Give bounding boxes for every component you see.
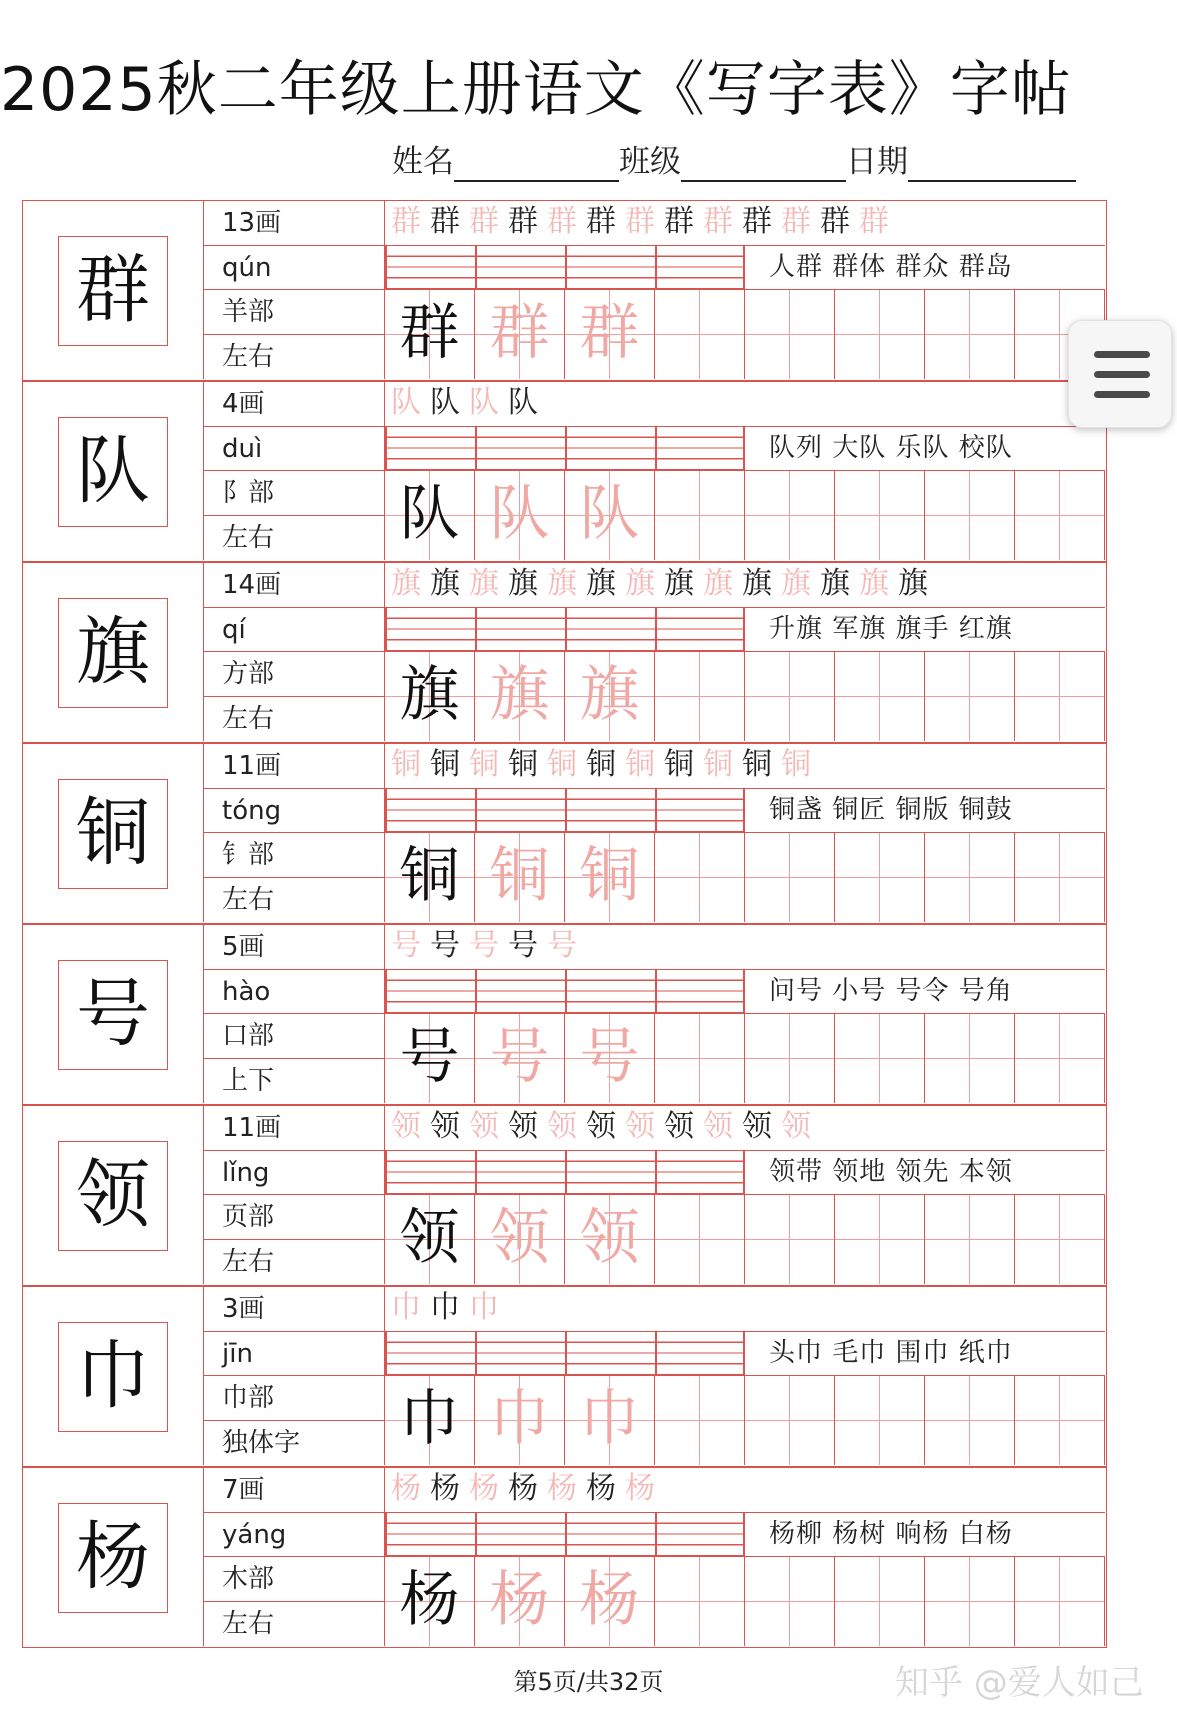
structure: 上下 xyxy=(222,1065,275,1096)
structure: 左右 xyxy=(222,1246,275,1277)
empty-practice-cell xyxy=(745,290,835,379)
radical: 口部 xyxy=(204,1014,384,1059)
empty-practice-cell xyxy=(655,1195,745,1284)
pinyin-writing-line xyxy=(385,1332,1105,1377)
stroke-step: 群 xyxy=(781,204,811,239)
name-label: 姓名 xyxy=(392,144,454,180)
stroke-count: 3画 xyxy=(204,1287,384,1332)
empty-practice-cell xyxy=(925,652,1015,741)
watermark: 知乎 @爱人如己 xyxy=(895,1663,1144,1703)
empty-practice-cell xyxy=(925,471,1015,560)
char-meta xyxy=(204,1106,385,1284)
stroke-step: 铜 xyxy=(547,747,577,782)
pinyin-writing-line xyxy=(385,427,1105,472)
pinyin-ruled-lines xyxy=(385,608,745,651)
stroke-step: 领 xyxy=(742,1109,772,1144)
trace-char-cell: 队 xyxy=(475,471,565,560)
empty-practice-cell xyxy=(835,471,925,560)
stroke-step: 群 xyxy=(703,204,733,239)
stroke-step: 群 xyxy=(469,204,499,239)
tian-grid xyxy=(385,1557,1105,1646)
pinyin-ruled-lines xyxy=(385,970,745,1013)
tian-grid xyxy=(385,1014,1105,1103)
tian-grid xyxy=(385,1195,1105,1284)
stroke-step: 号 xyxy=(547,928,577,963)
stroke-count: 7画 xyxy=(204,1468,384,1513)
empty-practice-cell xyxy=(835,1195,925,1284)
tian-grid xyxy=(385,833,1105,922)
stroke-step: 号 xyxy=(391,928,421,963)
stroke-step: 群 xyxy=(664,204,694,239)
stroke-order xyxy=(385,382,1105,427)
empty-practice-cell xyxy=(745,471,835,560)
example-words: 领带 领地 领先 本领 xyxy=(769,1156,1013,1187)
student-info-line xyxy=(392,142,1076,182)
pinyin-writing-line xyxy=(385,789,1105,834)
model-char-cell: 号 xyxy=(385,1014,475,1103)
stroke-step: 领 xyxy=(781,1109,811,1144)
big-char-cell xyxy=(23,744,204,922)
empty-practice-cell xyxy=(655,290,745,379)
practice-row xyxy=(22,381,1107,562)
model-char-cell: 群 xyxy=(385,290,475,379)
radical: 羊部 xyxy=(204,290,384,335)
pinyin-writing-line xyxy=(385,970,1105,1015)
stroke-step: 领 xyxy=(430,1109,460,1144)
stroke-step: 群 xyxy=(508,204,538,239)
stroke-step: 杨 xyxy=(430,1471,460,1506)
empty-practice-cell xyxy=(1015,1014,1105,1103)
stroke-step: 旗 xyxy=(430,566,460,601)
stroke-count: 5画 xyxy=(204,925,384,970)
pinyin: hào xyxy=(204,970,384,1015)
empty-practice-cell xyxy=(925,1557,1015,1646)
big-char: 群 xyxy=(58,236,168,346)
stroke-step: 巾 xyxy=(391,1290,421,1325)
big-char: 领 xyxy=(58,1141,168,1251)
stroke-step: 队 xyxy=(430,385,460,420)
empty-practice-cell xyxy=(925,1014,1015,1103)
structure: 左右 xyxy=(222,703,275,734)
tian-grid xyxy=(385,652,1105,741)
stroke-step: 队 xyxy=(391,385,421,420)
empty-practice-cell xyxy=(745,1557,835,1646)
stroke-step: 铜 xyxy=(586,747,616,782)
stroke-step: 旗 xyxy=(508,566,538,601)
empty-practice-cell xyxy=(655,1376,745,1465)
empty-practice-cell xyxy=(835,652,925,741)
trace-char-cell: 号 xyxy=(475,1014,565,1103)
pinyin: tóng xyxy=(204,789,384,834)
stroke-step: 领 xyxy=(547,1109,577,1144)
pinyin: lǐng xyxy=(204,1151,384,1196)
trace-char-cell: 杨 xyxy=(475,1557,565,1646)
big-char-cell xyxy=(23,1287,204,1465)
example-words: 问号 小号 号令 号角 xyxy=(769,975,1013,1006)
empty-practice-cell xyxy=(745,1014,835,1103)
pinyin-ruled-lines xyxy=(385,1513,745,1556)
pinyin: jīn xyxy=(204,1332,384,1377)
pinyin-ruled-lines xyxy=(385,789,745,832)
empty-practice-cell xyxy=(925,1376,1015,1465)
empty-practice-cell xyxy=(835,1376,925,1465)
trace-char-cell: 巾 xyxy=(475,1376,565,1465)
trace-char-cell: 群 xyxy=(475,290,565,379)
stroke-step: 铜 xyxy=(703,747,733,782)
radical: 阝部 xyxy=(204,471,384,516)
empty-practice-cell xyxy=(835,833,925,922)
empty-practice-cell xyxy=(1015,1376,1105,1465)
pinyin-writing-line xyxy=(385,1513,1105,1558)
stroke-step: 旗 xyxy=(391,566,421,601)
stroke-step: 杨 xyxy=(547,1471,577,1506)
model-char-cell: 巾 xyxy=(385,1376,475,1465)
stroke-order xyxy=(385,1468,1105,1513)
trace-char-cell: 群 xyxy=(565,290,655,379)
stroke-step: 群 xyxy=(820,204,850,239)
stroke-step: 旗 xyxy=(469,566,499,601)
big-char: 队 xyxy=(58,417,168,527)
empty-practice-cell xyxy=(655,833,745,922)
structure: 独体字 xyxy=(222,1427,301,1458)
trace-char-cell: 旗 xyxy=(565,652,655,741)
radical: 方部 xyxy=(204,652,384,697)
trace-char-cell: 队 xyxy=(565,471,655,560)
stroke-step: 领 xyxy=(586,1109,616,1144)
practice-row xyxy=(22,1105,1107,1286)
char-meta xyxy=(204,201,385,379)
stroke-step: 杨 xyxy=(586,1471,616,1506)
example-words: 铜盏 铜匠 铜版 铜鼓 xyxy=(769,794,1013,825)
stroke-step: 铜 xyxy=(664,747,694,782)
stroke-count: 11画 xyxy=(204,1106,384,1151)
pinyin: qún xyxy=(204,246,384,291)
tian-grid xyxy=(385,1376,1105,1465)
stroke-order xyxy=(385,1106,1105,1151)
stroke-step: 铜 xyxy=(625,747,655,782)
example-words: 队列 大队 乐队 校队 xyxy=(769,432,1013,463)
practice-row xyxy=(22,562,1107,743)
empty-practice-cell xyxy=(1015,471,1105,560)
trace-char-cell: 旗 xyxy=(475,652,565,741)
radical: 木部 xyxy=(204,1557,384,1602)
stroke-step: 旗 xyxy=(664,566,694,601)
pinyin: duì xyxy=(204,427,384,472)
radical: 页部 xyxy=(204,1195,384,1240)
stroke-order xyxy=(385,201,1105,246)
stroke-step: 杨 xyxy=(508,1471,538,1506)
pinyin: yáng xyxy=(204,1513,384,1558)
big-char-cell xyxy=(23,563,204,741)
stroke-step: 铜 xyxy=(469,747,499,782)
example-words: 头巾 毛巾 围巾 纸巾 xyxy=(769,1337,1013,1368)
big-char: 旗 xyxy=(58,598,168,708)
big-char: 杨 xyxy=(58,1503,168,1613)
big-char-cell xyxy=(23,1468,204,1646)
example-words: 杨柳 杨树 响杨 白杨 xyxy=(769,1518,1013,1549)
pinyin-ruled-lines xyxy=(385,1151,745,1194)
model-char-cell: 领 xyxy=(385,1195,475,1284)
structure: 左右 xyxy=(222,884,275,915)
date-label: 日期 xyxy=(846,144,908,180)
stroke-step: 群 xyxy=(742,204,772,239)
page-title: 2025秋二年级上册语文《写字表》字帖 xyxy=(0,55,1072,125)
practice-row xyxy=(22,200,1107,381)
stroke-step: 旗 xyxy=(703,566,733,601)
structure: 左右 xyxy=(222,1608,275,1639)
pinyin-writing-line xyxy=(385,1151,1105,1196)
empty-practice-cell xyxy=(655,1014,745,1103)
class-blank xyxy=(681,150,846,182)
char-meta xyxy=(204,563,385,741)
practice-row xyxy=(22,1467,1107,1648)
stroke-step: 旗 xyxy=(859,566,889,601)
radical: 钅部 xyxy=(204,833,384,878)
stroke-step: 旗 xyxy=(898,566,928,601)
stroke-step: 领 xyxy=(664,1109,694,1144)
pinyin: qí xyxy=(204,608,384,653)
trace-char-cell: 铜 xyxy=(475,833,565,922)
model-char-cell: 杨 xyxy=(385,1557,475,1646)
model-char-cell: 铜 xyxy=(385,833,475,922)
stroke-step: 铜 xyxy=(508,747,538,782)
big-char-cell xyxy=(23,201,204,379)
empty-practice-cell xyxy=(745,652,835,741)
empty-practice-cell xyxy=(835,290,925,379)
char-meta xyxy=(204,1468,385,1646)
empty-practice-cell xyxy=(745,1195,835,1284)
stroke-order xyxy=(385,1287,1105,1332)
stroke-step: 群 xyxy=(859,204,889,239)
stroke-step: 领 xyxy=(625,1109,655,1144)
stroke-step: 旗 xyxy=(820,566,850,601)
trace-char-cell: 杨 xyxy=(565,1557,655,1646)
empty-practice-cell xyxy=(745,1376,835,1465)
big-char-cell xyxy=(23,925,204,1103)
stroke-count: 14画 xyxy=(204,563,384,608)
big-char: 铜 xyxy=(58,779,168,889)
empty-practice-cell xyxy=(925,833,1015,922)
practice-row xyxy=(22,743,1107,924)
stroke-order xyxy=(385,744,1105,789)
big-char-cell xyxy=(23,1106,204,1284)
stroke-order xyxy=(385,563,1105,608)
pinyin-ruled-lines xyxy=(385,1332,745,1375)
stroke-step: 巾 xyxy=(469,1290,499,1325)
stroke-step: 群 xyxy=(430,204,460,239)
stroke-step: 领 xyxy=(703,1109,733,1144)
empty-practice-cell xyxy=(835,1557,925,1646)
empty-practice-cell xyxy=(655,1557,745,1646)
trace-char-cell: 领 xyxy=(475,1195,565,1284)
hamburger-menu-icon[interactable] xyxy=(1068,320,1172,428)
stroke-count: 13画 xyxy=(204,201,384,246)
char-meta xyxy=(204,382,385,560)
stroke-step: 群 xyxy=(547,204,577,239)
empty-practice-cell xyxy=(925,290,1015,379)
empty-practice-cell xyxy=(1015,652,1105,741)
stroke-step: 旗 xyxy=(742,566,772,601)
stroke-step: 旗 xyxy=(547,566,577,601)
empty-practice-cell xyxy=(835,1014,925,1103)
structure: 左右 xyxy=(222,341,275,372)
model-char-cell: 旗 xyxy=(385,652,475,741)
pinyin-ruled-lines xyxy=(385,427,745,470)
char-meta xyxy=(204,744,385,922)
stroke-step: 巾 xyxy=(430,1290,460,1325)
page-number: 第5页/共32页 xyxy=(513,1668,664,1696)
pinyin-writing-line xyxy=(385,246,1105,291)
stroke-step: 杨 xyxy=(469,1471,499,1506)
class-label: 班级 xyxy=(619,144,681,180)
empty-practice-cell xyxy=(925,1195,1015,1284)
stroke-count: 11画 xyxy=(204,744,384,789)
trace-char-cell: 巾 xyxy=(565,1376,655,1465)
stroke-step: 铜 xyxy=(781,747,811,782)
stroke-step: 旗 xyxy=(781,566,811,601)
stroke-step: 铜 xyxy=(391,747,421,782)
stroke-order xyxy=(385,925,1105,970)
stroke-step: 队 xyxy=(508,385,538,420)
empty-practice-cell xyxy=(745,833,835,922)
practice-row xyxy=(22,924,1107,1105)
empty-practice-cell xyxy=(1015,1557,1105,1646)
date-blank xyxy=(908,150,1076,182)
practice-row xyxy=(22,1286,1107,1467)
empty-practice-cell xyxy=(655,471,745,560)
stroke-step: 号 xyxy=(430,928,460,963)
structure: 左右 xyxy=(222,522,275,553)
stroke-step: 群 xyxy=(586,204,616,239)
empty-practice-cell xyxy=(655,652,745,741)
example-words: 升旗 军旗 旗手 红旗 xyxy=(769,613,1013,644)
tian-grid xyxy=(385,471,1105,560)
stroke-step: 杨 xyxy=(625,1471,655,1506)
stroke-step: 群 xyxy=(625,204,655,239)
empty-practice-cell xyxy=(1015,1195,1105,1284)
empty-practice-cell xyxy=(1015,833,1105,922)
stroke-count: 4画 xyxy=(204,382,384,427)
model-char-cell: 队 xyxy=(385,471,475,560)
trace-char-cell: 领 xyxy=(565,1195,655,1284)
pinyin-writing-line xyxy=(385,608,1105,653)
stroke-step: 群 xyxy=(391,204,421,239)
char-meta xyxy=(204,925,385,1103)
stroke-step: 队 xyxy=(469,385,499,420)
pinyin-ruled-lines xyxy=(385,246,745,289)
example-words: 人群 群体 群众 群岛 xyxy=(769,251,1013,282)
trace-char-cell: 号 xyxy=(565,1014,655,1103)
big-char: 号 xyxy=(58,960,168,1070)
stroke-step: 杨 xyxy=(391,1471,421,1506)
stroke-step: 号 xyxy=(469,928,499,963)
tian-grid xyxy=(385,290,1105,379)
stroke-step: 号 xyxy=(508,928,538,963)
stroke-step: 领 xyxy=(508,1109,538,1144)
stroke-step: 铜 xyxy=(430,747,460,782)
trace-char-cell: 铜 xyxy=(565,833,655,922)
stroke-step: 旗 xyxy=(586,566,616,601)
stroke-step: 领 xyxy=(469,1109,499,1144)
stroke-step: 领 xyxy=(391,1109,421,1144)
char-meta xyxy=(204,1287,385,1465)
big-char: 巾 xyxy=(58,1322,168,1432)
big-char-cell xyxy=(23,382,204,560)
stroke-step: 旗 xyxy=(625,566,655,601)
radical: 巾部 xyxy=(204,1376,384,1421)
name-blank xyxy=(454,150,619,182)
stroke-step: 铜 xyxy=(742,747,772,782)
